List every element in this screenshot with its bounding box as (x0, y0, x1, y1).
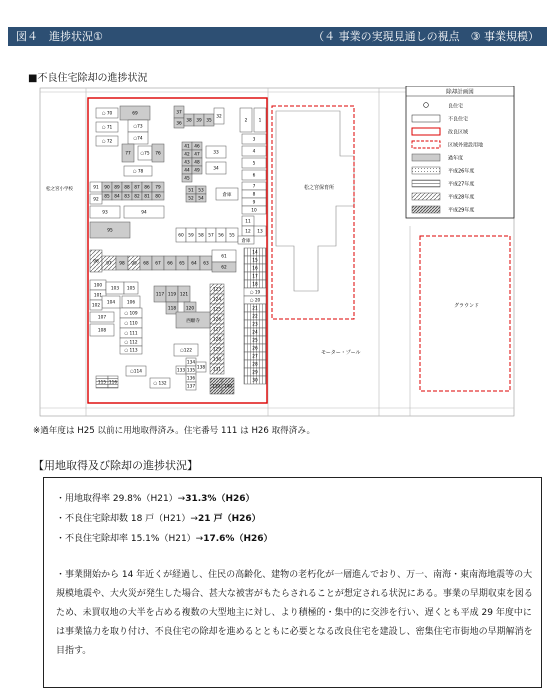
lot-label-9: 37 (176, 110, 182, 116)
lot-label-73: 66 (167, 261, 173, 267)
lot-label-29: 4 (252, 149, 256, 155)
lot-label-134: 138 (196, 365, 206, 371)
lot-label-8: 76 (155, 151, 161, 157)
legend-swatch-6 (412, 180, 440, 187)
lot-label-40: 91 (93, 185, 99, 191)
stat-removal-rate-value: 17.6%（H26） (203, 534, 273, 544)
lot-label-62: 59 (188, 233, 194, 239)
legend-swatch-5 (412, 167, 440, 174)
lot-label-102: 127 (212, 327, 222, 333)
lot-label-132: 136 (186, 376, 196, 382)
legend-title: 除却計画図 (446, 89, 474, 96)
progress-box (43, 477, 542, 688)
lot-label-31: 6 (252, 173, 256, 179)
map-subtitle: ■不良住宅除却の進捗状況 (28, 73, 148, 84)
legend (406, 86, 514, 218)
lot-label-44: 87 (134, 185, 140, 191)
nursery-label: 松之宮保育所 (304, 185, 335, 191)
lot-label-34: 9 (252, 200, 256, 206)
lot-label-108: 14 (252, 250, 258, 256)
lot-label-113: ○ 19 (249, 290, 261, 296)
outlook-paragraph: ・事業開始から 14 年近くが経過し、住民の高齢化、建物の老朽化が一層進んでおり、万一、南海・東南海地震等の大規模地震や、大火災が発生した場合、甚大な被害がもたらされることが想定される状況にある。事業の早期収束を図るため、未買収地の大半を占める複数の大型地主に対し、より積極的・集中的に交渉を行い、遅くとも平成 29 年度中には事業協力を取り付け、不良住宅の除却を進めるとともに必要となる改良住宅を建設し、密集住宅市街地の早期解消を目指す。 (56, 570, 533, 656)
lot-label-20: 47 (194, 152, 200, 158)
lot-label-22: 48 (194, 160, 200, 166)
lot-label-89: 108 (97, 328, 107, 334)
lot-label-0: ○ 70 (101, 111, 113, 117)
lot-label-101: 126 (212, 317, 222, 323)
lot-label-76: 63 (203, 261, 209, 267)
lot-label-23: 44 (184, 168, 190, 174)
motorpool-label: モーター・プール (321, 350, 361, 356)
lot-label-45: 86 (144, 185, 150, 191)
lot-label-131: 135 (186, 368, 196, 374)
lot-label-84: 106 (126, 300, 136, 306)
lot-label-68: 97 (106, 261, 112, 267)
lot-label-21: 43 (184, 160, 190, 166)
lot-label-125: 115 (97, 380, 107, 386)
lot-label-95: 121 (179, 292, 189, 298)
special-building-label-1: 倉庫 (241, 238, 251, 244)
stat-removal-count-label: ・不良住宅除却数 18 戸（H21）→ (56, 514, 198, 524)
lot-label-47: 85 (104, 194, 110, 200)
lot-label-71: 68 (143, 261, 149, 267)
lot-label-93: 117 (155, 292, 165, 298)
lot-label-33: 8 (252, 192, 256, 198)
lot-label-67: 96 (93, 259, 99, 265)
lot-label-117: 23 (252, 322, 258, 328)
header-context: （４ 事業の実現見通しの視点 ③ 事業規模） (313, 30, 539, 43)
legend-swatch-8 (412, 206, 440, 213)
lot-label-98: 123 (212, 287, 222, 293)
section-title: 【用地取得及び除却の進捗状況】 (33, 459, 198, 472)
lot-label-55: 94 (141, 210, 147, 216)
lot-label-25: 45 (184, 176, 190, 182)
lot-label-123: 29 (252, 370, 258, 376)
lot-label-61: 60 (178, 233, 184, 239)
lot-label-39: ○ 78 (132, 169, 144, 175)
legend-label-1: 不良住宅 (448, 116, 469, 123)
lot-label-11: 38 (186, 118, 192, 124)
lot-label-100: 125 (212, 307, 222, 313)
lot-label-65: 56 (218, 233, 224, 239)
legend-swatch-7 (412, 193, 440, 200)
ground-label: グラウンド (454, 303, 480, 309)
lot-label-111: 17 (252, 274, 258, 280)
lot-label-87: ○ 109 (124, 311, 138, 317)
lot-label-36: 11 (245, 219, 251, 225)
lot-label-121: 27 (252, 354, 258, 360)
stat-removal-count-value: 21 戸（H26） (197, 514, 261, 524)
stat-removal-rate (56, 531, 273, 544)
lot-label-6: 77 (125, 151, 131, 157)
lot-label-37: 12 (245, 229, 251, 235)
legend-swatch-3 (412, 141, 440, 148)
lot-label-130: 134 (186, 360, 196, 366)
lot-label-35: 10 (251, 208, 257, 214)
lot-label-41: 90 (104, 185, 110, 191)
lot-label-59: 52 (188, 196, 194, 202)
lot-label-85: 102 (91, 303, 101, 309)
lot-label-92: ○ 113 (124, 348, 138, 354)
lot-label-16: 1 (258, 118, 262, 124)
lot-label-112: 18 (252, 282, 258, 288)
header-title: 図４ 進捗状況① (16, 30, 103, 43)
stat-removal-rate-label: ・不良住宅除却率 15.1%（H21）→ (56, 534, 204, 544)
lot-label-118: 24 (252, 330, 258, 336)
lot-label-64: 57 (208, 233, 214, 239)
lot-label-19: 42 (184, 152, 190, 158)
lot-label-38: 13 (257, 229, 263, 235)
lot-label-105: 130 (212, 357, 222, 363)
lot-label-128: ○ 132 (153, 381, 167, 387)
lot-label-135: 139 (211, 384, 221, 390)
lot-label-66: 55 (229, 233, 235, 239)
lot-label-109: 15 (252, 258, 258, 264)
legend-label-2: 改良区域 (448, 129, 469, 136)
lot-label-18: 46 (194, 144, 200, 150)
lot-label-74: 65 (179, 261, 185, 267)
legend-swatch-0 (424, 103, 429, 108)
lot-label-54: 93 (102, 210, 108, 216)
legend-swatch-4 (412, 154, 440, 161)
lot-label-91: ○ 112 (124, 340, 138, 346)
lot-label-106: 131 (212, 367, 222, 373)
lot-label-7: ○75 (140, 151, 150, 157)
lot-label-136: 140 (223, 384, 233, 390)
lot-label-57: 51 (188, 188, 194, 194)
lot-label-81: 103 (110, 286, 120, 292)
lot-label-72: 67 (155, 261, 161, 267)
lot-label-1: ○ 71 (101, 125, 113, 131)
lot-label-28: 3 (252, 137, 256, 143)
lot-label-69: 98 (119, 261, 125, 267)
lot-label-115: 21 (252, 306, 258, 312)
lot-label-127: ○114 (130, 369, 142, 375)
legend-swatch-2 (412, 128, 440, 135)
lot-label-97: 120 (185, 306, 195, 312)
legend-label-4: 過年度 (448, 155, 464, 162)
legend-label-6: 平成27年度 (448, 181, 475, 188)
lot-label-129: 133 (176, 368, 186, 374)
lot-label-110: 16 (252, 266, 258, 272)
lot-label-114: ○ 20 (249, 298, 261, 304)
lot-label-120: 26 (252, 346, 258, 352)
legend-label-7: 平成28年度 (448, 194, 475, 201)
lot-label-82: 105 (126, 286, 136, 292)
lot-label-15: 2 (244, 118, 248, 124)
lot-label-103: 128 (212, 337, 222, 343)
lot-label-56: 95 (107, 228, 113, 234)
lot-label-107: ○122 (180, 348, 192, 354)
lot-label-14: 32 (216, 114, 222, 120)
section-header (8, 27, 547, 46)
lot-label-124: 30 (252, 378, 258, 384)
lot-label-10: 36 (176, 121, 182, 127)
school-label: 松之宮小学校 (46, 187, 73, 192)
lot-label-3: 69 (132, 111, 138, 117)
lot-label-13: 35 (206, 118, 212, 124)
lot-label-27: 34 (213, 166, 219, 172)
lot-label-50: 82 (134, 194, 140, 200)
lot-label-86: 107 (97, 315, 107, 321)
special-building-label-2: 西願寺 (186, 318, 200, 324)
lot-label-5: ○74 (133, 136, 143, 142)
lot-label-63: 58 (198, 233, 204, 239)
lot-label-30: 5 (252, 161, 256, 167)
lot-label-116: 22 (252, 314, 258, 320)
lot-label-96: 118 (167, 306, 177, 312)
lot-label-46: 79 (155, 185, 161, 191)
lot-label-60: 54 (198, 196, 204, 202)
lot-label-77: 61 (221, 254, 227, 260)
lot-label-80: 101 (93, 293, 103, 299)
footnote: ※過年度は H25 以前に用地取得済み。住宅番号 111 は H26 取得済み。 (33, 426, 316, 436)
lot-label-99: 124 (212, 297, 222, 303)
stat-acquisition-label: ・用地取得率 29.8%（H21）→ (56, 494, 186, 504)
lot-label-75: 64 (191, 261, 197, 267)
lot-label-58: 53 (198, 188, 204, 194)
lot-label-53: 92 (93, 197, 99, 203)
legend-label-8: 平成29年度 (448, 207, 475, 214)
lot-label-88: ○ 110 (124, 321, 138, 327)
map-svg (36, 86, 548, 419)
lot-label-12: 39 (196, 118, 202, 124)
lot-label-24: 49 (194, 168, 200, 174)
lot-label-2: ○ 72 (101, 139, 113, 145)
special-building-label-0: 倉庫 (222, 192, 232, 198)
removal-plan-map (36, 86, 548, 419)
lot-label-90: ○ 111 (124, 331, 138, 337)
lot-label-83: 104 (106, 300, 116, 306)
lot-label-122: 28 (252, 362, 258, 368)
lot-label-104: 129 (212, 347, 222, 353)
legend-label-3: 区域外建設用地 (448, 142, 484, 149)
lot-label-32: 7 (252, 184, 256, 190)
lot-label-43: 88 (124, 185, 130, 191)
lot-label-4: ○73 (133, 124, 143, 130)
stat-removal-count (56, 511, 261, 524)
legend-label-0: 良住宅 (448, 103, 464, 110)
lot-label-78: 62 (221, 265, 227, 271)
lot-label-126: 116 (108, 380, 118, 386)
legend-swatch-1 (412, 115, 440, 122)
lot-label-17: 41 (184, 144, 190, 150)
lot-label-51: 81 (144, 194, 150, 200)
lot-label-119: 25 (252, 338, 258, 344)
lot-label-42: 89 (114, 185, 120, 191)
stat-acquisition-rate (56, 491, 255, 504)
lot-label-49: 83 (124, 194, 130, 200)
lot-label-79: 100 (93, 283, 103, 289)
lot-label-94: 119 (167, 292, 177, 298)
lot-label-133: 137 (186, 384, 196, 390)
legend-label-5: 平成26年度 (448, 168, 475, 175)
lot-label-26: 33 (213, 150, 219, 156)
lot-label-70: 99 (131, 261, 137, 267)
lot-label-48: 84 (114, 194, 120, 200)
lot-label-52: 80 (155, 194, 161, 200)
stat-acquisition-value: 31.3%（H26） (185, 494, 255, 504)
